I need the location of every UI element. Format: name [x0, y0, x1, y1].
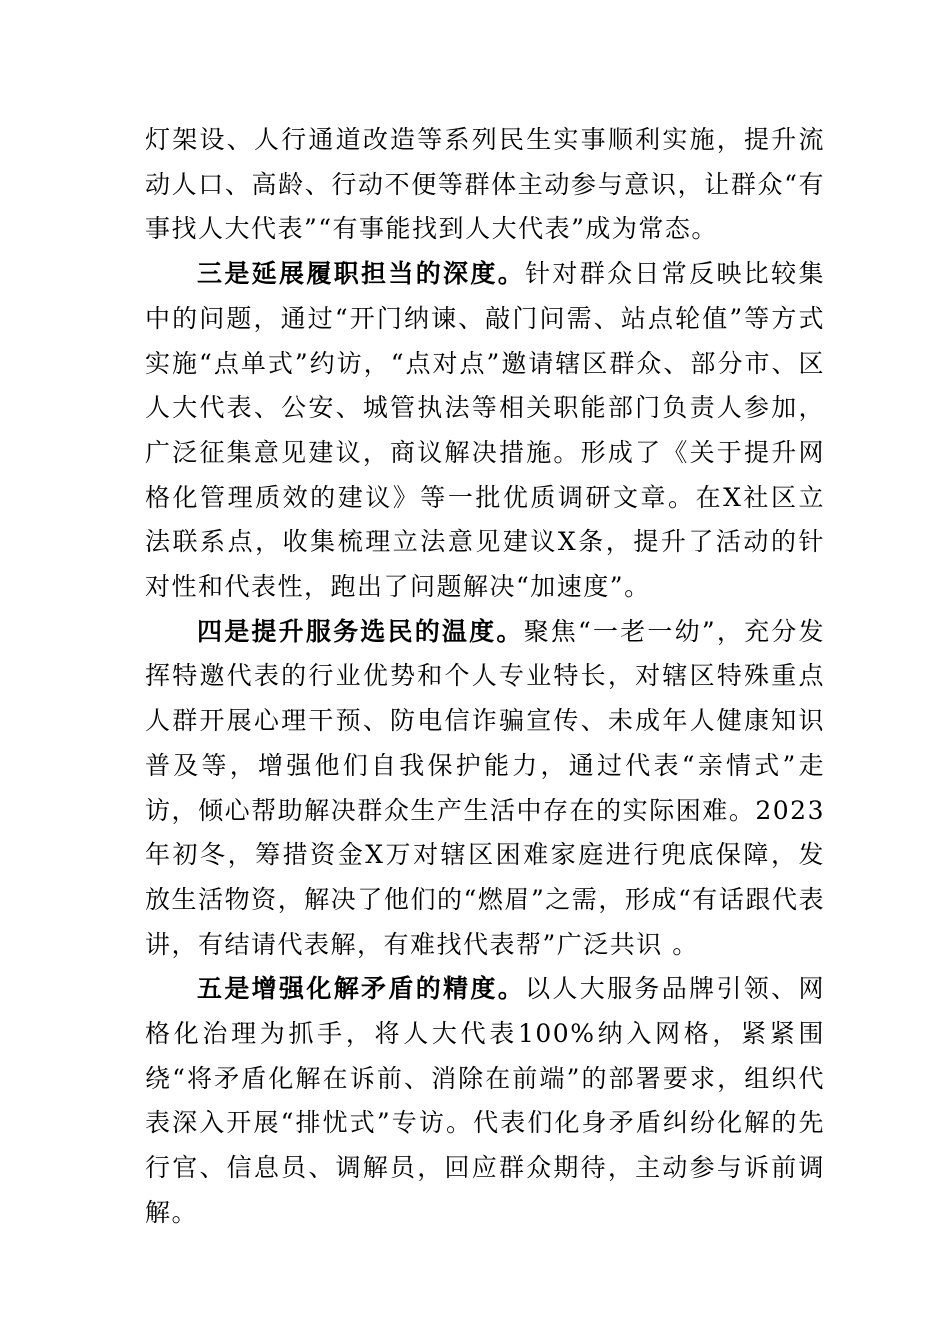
- document-body: [145, 118, 825, 1236]
- paragraph-third-point: [145, 252, 825, 610]
- paragraph-heading: 三是延展履职担当的深度。: [197, 259, 526, 289]
- paragraph-heading: 四是提升服务选民的温度。: [197, 616, 524, 646]
- paragraph-fifth-point: [145, 967, 825, 1235]
- paragraph-continuation: [145, 118, 825, 252]
- paragraph-body: 灯架设、人行通道改造等系列民生实事顺利实施，提升流动人口、高龄、行动不便等群体主动参与意识，让群众“有事找人大代表”“有事能找到人大代表”成为常态。: [145, 125, 825, 244]
- paragraph-heading: 五是增强化解矛盾的精度。: [197, 974, 526, 1004]
- paragraph-fourth-point: [145, 610, 825, 968]
- paragraph-body: 针对群众日常反映比较集中的问题，通过“开门纳谏、敲门问需、站点轮值”等方式实施“点单式”约访，“点对点”邀请辖区群众、部分市、区人大代表、公安、城管执法等相关职能部门负责人参加，广泛征集意见建议，商议解决措施。形成了《关于提升网格化管理质效的建议》等一批优质调研文章。在X社区立法联系点，收集梳理立法意见建议X条，提升了活动的针对性和代表性，跑出了问题解决“加速度”。: [145, 259, 825, 602]
- paragraph-body: 聚焦“一老一幼”，充分发挥特邀代表的行业优势和个人专业特长，对辖区特殊重点人群开展心理干预、防电信诈骗宣传、未成年人健康知识普及等，增强他们自我保护能力，通过代表“亲情式”走访，倾心帮助解决群众生产生活中存在的实际困难。2023年初冬，筹措资金X万对辖区困难家庭进行兜底保障，发放生活物资，解决了他们的“燃眉”之需，形成“有话跟代表讲，有结请代表解，有难找代表帮”广泛共识 。: [145, 616, 825, 959]
- paragraph-body: 以人大服务品牌引领、网格化治理为抓手，将人大代表100%纳入网格，紧紧围绕“将矛盾化解在诉前、消除在前端”的部署要求，组织代表深入开展“排忧式”专访。代表们化身矛盾纠纷化解的先行官、信息员、调解员，回应群众期待，主动参与诉前调解。: [145, 974, 825, 1227]
